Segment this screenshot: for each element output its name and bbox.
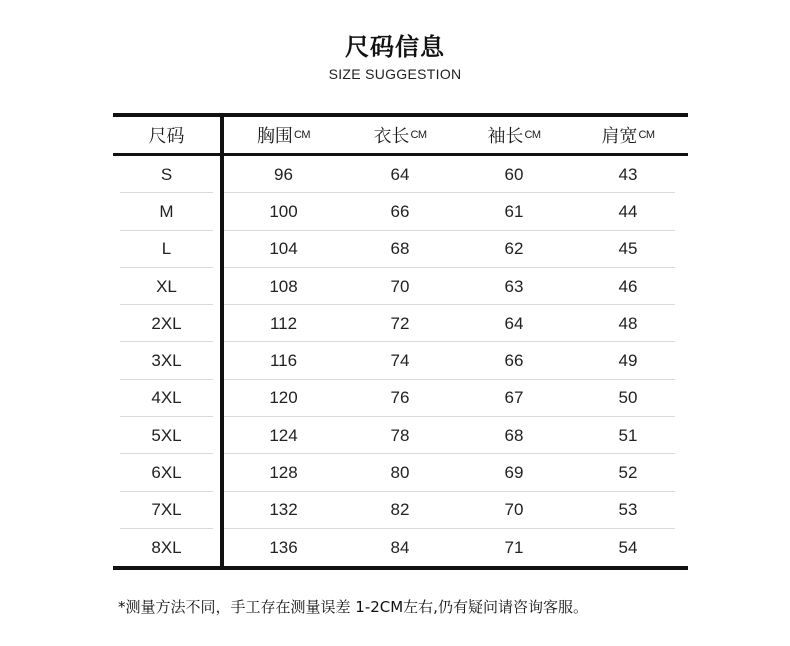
table-row: [113, 305, 688, 342]
cell-size: 6XL: [151, 463, 182, 483]
cell-shoulder: 48: [618, 313, 638, 333]
cell-chest: 136: [269, 537, 298, 557]
cell-size: 5XL: [151, 425, 182, 445]
header-size: [113, 117, 220, 153]
table-row: [113, 231, 688, 268]
header-size-label: 尺码: [148, 126, 185, 147]
header-length-label: 衣长: [373, 126, 410, 147]
cell-sleeve: 63: [504, 276, 524, 296]
table-row: [113, 529, 688, 566]
header-sleeve-label: 袖长: [487, 126, 524, 147]
header-length: [343, 117, 457, 153]
cell-sleeve: 60: [504, 164, 524, 184]
cell-sleeve: 67: [504, 388, 524, 408]
cell-length: 74: [390, 351, 410, 371]
page-subtitle: SIZE SUGGESTION: [328, 66, 462, 82]
cell-shoulder: 43: [618, 164, 638, 184]
cell-chest: 128: [269, 463, 298, 483]
header-chest-unit: CM: [293, 129, 311, 141]
cell-shoulder: 44: [618, 201, 638, 221]
cell-size: 3XL: [151, 351, 182, 371]
cell-chest: 104: [269, 239, 298, 259]
header-shoulder-label: 肩宽: [601, 126, 638, 147]
cell-size: 4XL: [151, 388, 182, 408]
table-row: [113, 268, 688, 305]
header-length-unit: CM: [410, 129, 427, 141]
header-chest-label: 胸围: [256, 126, 293, 147]
cell-sleeve: 64: [504, 313, 524, 333]
cell-chest: 108: [269, 276, 298, 296]
cell-size: L: [161, 239, 172, 259]
cell-sleeve: 71: [504, 537, 524, 557]
cell-shoulder: 53: [618, 500, 638, 520]
cell-sleeve: 69: [504, 463, 524, 483]
header-chest: [224, 117, 343, 153]
cell-length: 72: [390, 313, 410, 333]
page-title: 尺码信息: [345, 33, 445, 61]
cell-sleeve: 62: [504, 239, 524, 259]
cell-sleeve: 70: [504, 500, 524, 520]
cell-length: 64: [390, 164, 410, 184]
cell-length: 70: [390, 276, 410, 296]
cell-size: 7XL: [151, 500, 182, 520]
cell-sleeve: 66: [504, 351, 524, 371]
cell-chest: 120: [269, 388, 298, 408]
cell-shoulder: 50: [618, 388, 638, 408]
cell-chest: 112: [269, 313, 298, 333]
cell-length: 66: [390, 201, 410, 221]
cell-shoulder: 54: [618, 537, 638, 557]
cell-shoulder: 52: [618, 463, 638, 483]
cell-shoulder: 49: [618, 351, 638, 371]
measurement-note: *测量方法不同，手工存在测量误差 1-2CM左右,仍有疑问请咨询客服。: [118, 598, 588, 616]
cell-chest: 96: [274, 164, 293, 184]
cell-shoulder: 51: [618, 425, 638, 445]
table-row: [113, 193, 688, 230]
cell-length: 82: [390, 500, 410, 520]
table-row: [113, 156, 688, 193]
cell-chest: 116: [269, 351, 298, 371]
table-header-row: [113, 117, 688, 153]
cell-sleeve: 61: [504, 201, 524, 221]
cell-size: XL: [156, 276, 177, 296]
cell-shoulder: 46: [618, 276, 638, 296]
header-shoulder-unit: CM: [638, 129, 655, 141]
table-row: [113, 417, 688, 454]
cell-sleeve: 68: [504, 425, 524, 445]
header-shoulder: [571, 117, 685, 153]
cell-length: 76: [390, 388, 410, 408]
cell-length: 84: [390, 537, 410, 557]
table-row: [113, 492, 688, 529]
cell-chest: 100: [269, 201, 298, 221]
cell-length: 80: [390, 463, 410, 483]
cell-chest: 124: [269, 425, 298, 445]
cell-shoulder: 45: [618, 239, 638, 259]
table-body: [113, 156, 688, 566]
cell-size: M: [159, 201, 174, 221]
cell-size: S: [160, 164, 173, 184]
cell-length: 68: [390, 239, 410, 259]
table-row: [113, 342, 688, 379]
table-row: [113, 380, 688, 417]
cell-length: 78: [390, 425, 410, 445]
table-bottom-rule: [113, 566, 688, 570]
header-sleeve: [457, 117, 571, 153]
table-row: [113, 454, 688, 491]
header-sleeve-unit: CM: [524, 129, 541, 141]
cell-size: 8XL: [151, 537, 182, 557]
cell-size: 2XL: [151, 313, 182, 333]
cell-chest: 132: [269, 500, 298, 520]
